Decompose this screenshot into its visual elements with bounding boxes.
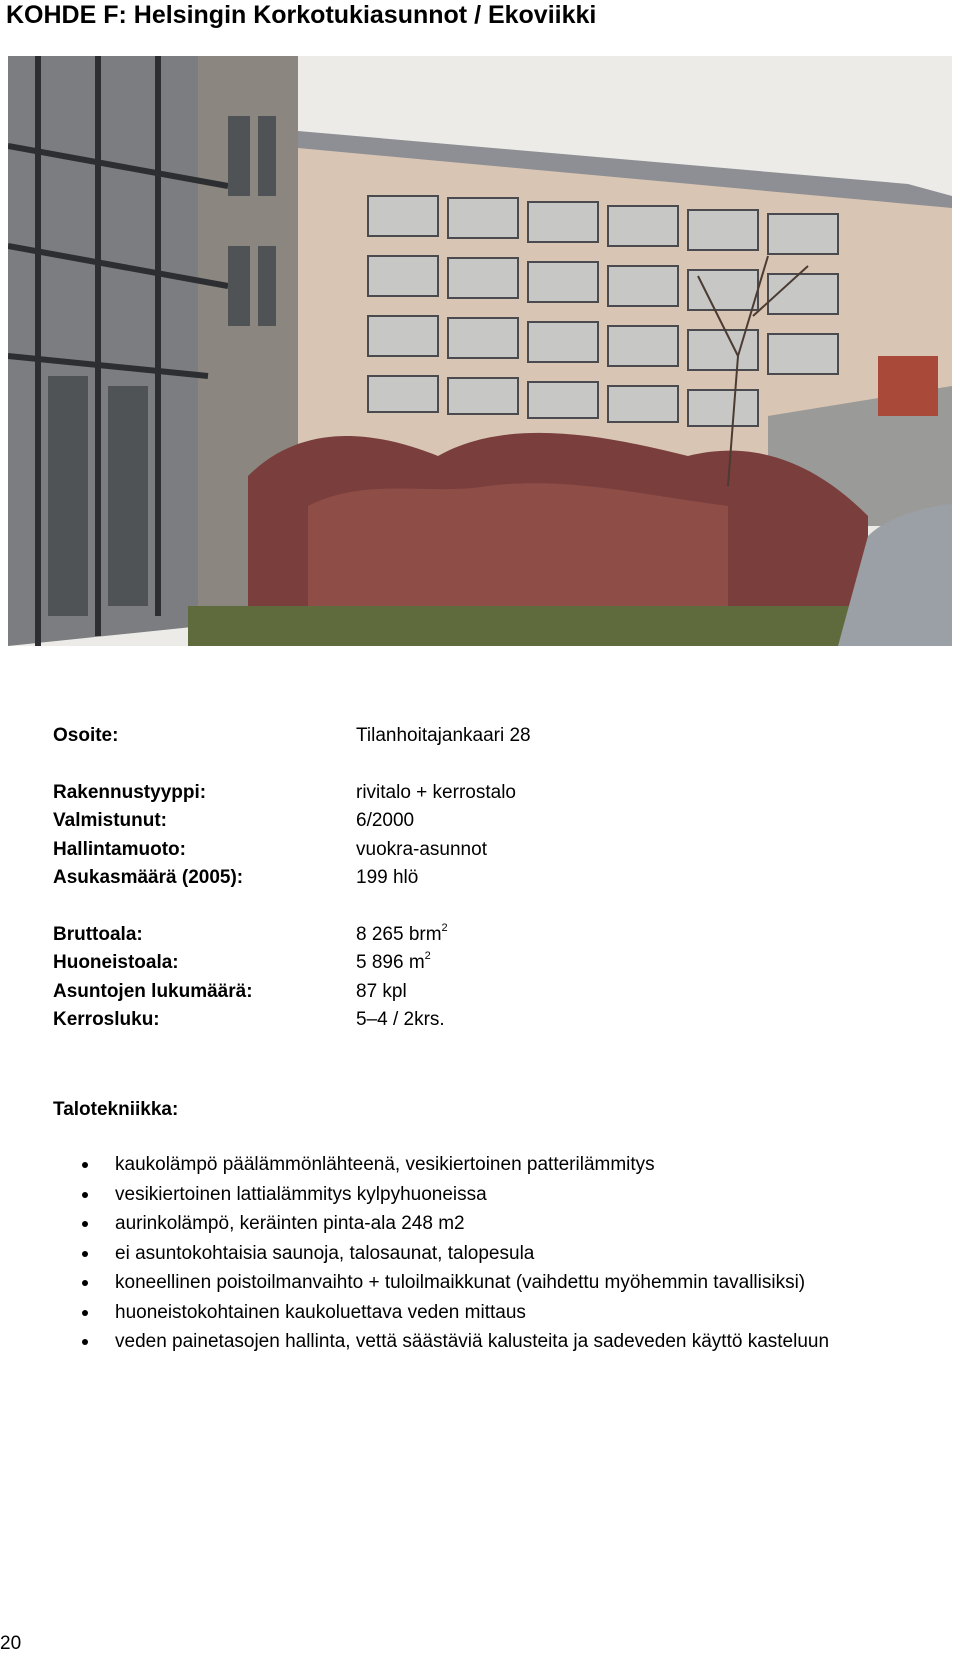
list-item	[53, 1209, 943, 1239]
field-label: Asukasmäärä (2005):	[53, 867, 244, 888]
field-value	[356, 949, 431, 978]
field-value	[356, 864, 418, 893]
field-row	[53, 1006, 933, 1035]
field-value-text: vuokra-asunnot	[356, 838, 487, 860]
field-row	[53, 921, 933, 950]
field-value-text: 5 896 m	[356, 952, 425, 973]
field-value	[356, 836, 487, 865]
field-value	[356, 779, 516, 808]
page-title: KOHDE F: Helsingin Korkotukiasunnot / Ekoviikki	[6, 1, 597, 29]
field-value-text: rivitalo + kerrostalo	[356, 781, 516, 803]
list-item	[53, 1327, 943, 1357]
field-label: Rakennustyyppi:	[53, 781, 207, 803]
list-item	[53, 1150, 943, 1180]
field-label: Huoneistoala:	[53, 952, 179, 973]
bullet-icon	[82, 1251, 88, 1257]
list-item	[53, 1180, 943, 1210]
field-value	[356, 722, 531, 751]
field-value	[356, 978, 407, 1007]
bullet-icon	[82, 1310, 88, 1316]
field-row	[53, 864, 933, 893]
list-item-text: koneellinen poistoilmanvaihto + tuloilmaikkunat (vaihdettu myöhemmin tavallisiksi)	[115, 1272, 806, 1293]
field-label: Kerrosluku:	[53, 1009, 160, 1030]
list-item	[53, 1239, 943, 1269]
bullet-icon	[82, 1221, 88, 1227]
unit-superscript: 2	[441, 921, 448, 934]
list-item-text: vesikiertoinen lattialämmitys kylpyhuoneissa	[115, 1183, 487, 1205]
field-row	[53, 779, 933, 808]
field-value-text: 87 kpl	[356, 980, 407, 1002]
bullet-icon	[82, 1339, 88, 1345]
field-label: Hallintamuoto:	[53, 838, 186, 860]
tech-list	[53, 1150, 943, 1357]
building-photo	[8, 56, 952, 646]
field-value-text: 6/2000	[356, 810, 415, 831]
field-value-text: 8 265 brm	[356, 923, 442, 945]
bullet-icon	[82, 1192, 88, 1198]
field-row	[53, 807, 933, 836]
field-value	[356, 1006, 445, 1035]
field-value	[356, 921, 448, 950]
field-value-text: Tilanhoitajankaari 28	[356, 725, 531, 746]
field-value-text: 199 hlö	[356, 867, 419, 888]
section-title: Talotekniikka:	[53, 1099, 179, 1120]
page-number: 20	[0, 1633, 22, 1654]
list-item-text: ei asuntokohtaisia saunoja, talosaunat, talopesula	[115, 1242, 535, 1264]
field-row	[53, 978, 933, 1007]
field-label: Valmistunut:	[53, 810, 168, 831]
field-label: Asuntojen lukumäärä:	[53, 980, 253, 1002]
list-item-text: kaukolämpö päälämmönlähteenä, vesikiertoinen patterilämmitys	[115, 1154, 655, 1175]
field-value	[356, 807, 414, 836]
list-item-text: veden painetasojen hallinta, vettä säästäviä kalusteita ja sadeveden käyttö kasteluun	[115, 1331, 830, 1352]
field-row	[53, 949, 933, 978]
unit-superscript: 2	[424, 950, 431, 962]
list-item	[53, 1298, 943, 1328]
field-value-text: 5–4 / 2krs.	[356, 1009, 445, 1030]
bullet-icon	[82, 1162, 88, 1168]
list-item-text: huoneistokohtainen kaukoluettava veden mittaus	[115, 1301, 526, 1323]
field-row	[53, 722, 933, 751]
field-label: Osoite:	[53, 725, 119, 746]
area-info-group	[53, 921, 933, 1035]
field-row	[53, 836, 933, 865]
property-details	[53, 722, 933, 1035]
field-label: Bruttoala:	[53, 923, 143, 945]
list-item-text: aurinkolämpö, keräinten pinta-ala 248 m2	[115, 1213, 465, 1234]
building-info-group	[53, 779, 933, 893]
bullet-icon	[82, 1280, 88, 1286]
list-item	[53, 1268, 943, 1298]
address-group	[53, 722, 933, 751]
